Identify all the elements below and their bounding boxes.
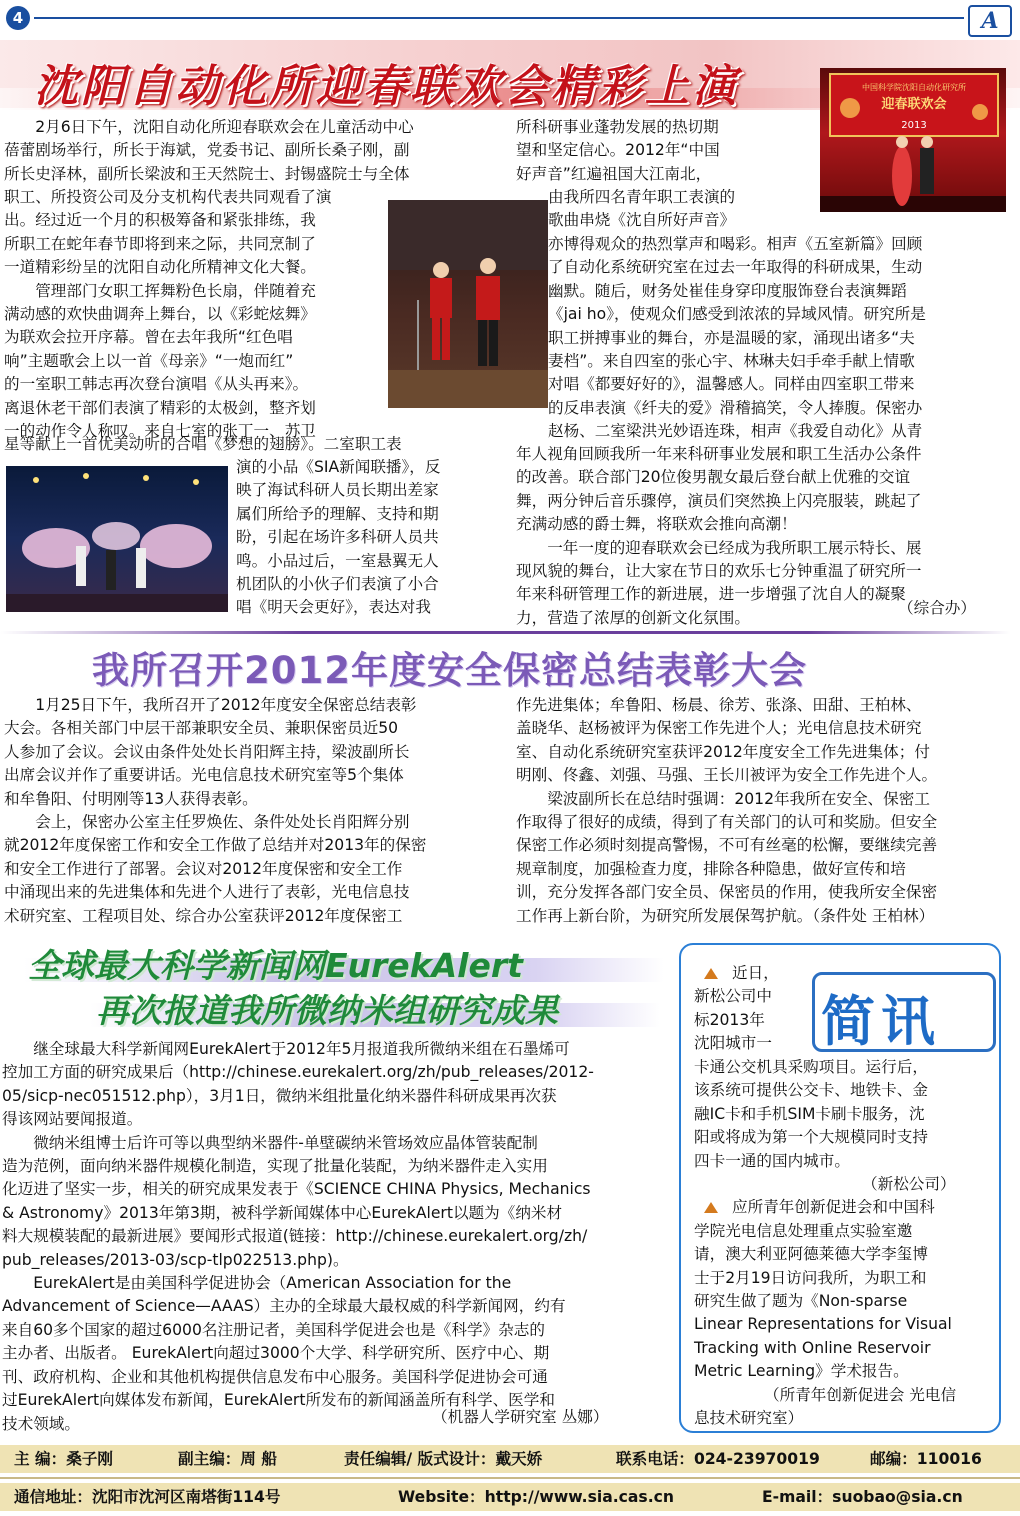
article3-body — [2, 1038, 660, 1436]
paragraph: 一年一度的迎春联欢会已经成为我所职工展示特长、展 — [547, 538, 922, 557]
text-line: 所长史泽林，副所长梁波和王天然院士、封锡盛院士与全体 — [4, 164, 410, 183]
text-line: 造为范例，面向纳米器件规模化制造，实现了批量化装配，为纳米器件走入实用 — [2, 1157, 548, 1176]
text-line: 请，澳大利亚阿德莱德大学李玺博 — [694, 1245, 928, 1264]
text-line: 出。经过近一个月的积极筹备和紧张排练，我 — [4, 211, 316, 230]
text-line: & Astronomy》2013年第3期，被科学新闻媒体中心EurekAlert以题为《纳米材 — [2, 1203, 563, 1222]
text-line: 保密工作必须时刻提高警惕，不可有丝毫的松懈，要继续完善 — [516, 836, 938, 855]
triangle-bullet-icon — [704, 1202, 718, 1213]
article1-col1-wide — [4, 433, 494, 456]
text-line: 沈阳城市一 — [694, 1034, 772, 1053]
footer-editors-bar — [0, 1445, 1020, 1473]
text-line: 现风貌的舞台，让大家在节日的欢乐七分钟重温了研究所一 — [516, 562, 922, 581]
text-line: 主办者、出版者。 EurekAlert向超过3000个大学、科学研究所、医疗中心、期 — [2, 1344, 550, 1363]
article2-col2 — [516, 694, 1004, 928]
stage-photo-hosts — [820, 68, 1006, 212]
text-line: 年来科研管理工作的新进展，进一步增强了沈自人的凝聚 — [516, 585, 906, 604]
text-line: Tracking with Online Reservoir — [694, 1338, 931, 1357]
footer-email-link[interactable]: E-mail：suobao@sia.cn — [762, 1488, 963, 1506]
text-line: 蓓蕾剧场举行，所长于海斌，党委书记、副所长桑子刚，副 — [4, 141, 410, 160]
text-line: 舞，两分钟后音乐骤停，演员们突然换上闪亮服装，跳起了 — [516, 491, 922, 510]
header-rule — [34, 17, 964, 19]
text-line: 新松公司中 — [694, 987, 772, 1006]
text-line: 对唱《都要好好的》，温馨感人。同样由四室职工带来 — [548, 375, 915, 394]
text-line: 训，充分发挥各部门安全员、保密员的作用，使我所安全保密 — [516, 883, 938, 902]
text-line: 所职工在蛇年春节即将到来之际，共同烹制了 — [4, 234, 316, 253]
text-line: 满动感的欢快曲调奔上舞台，以《彩蛇炫舞》 — [4, 305, 316, 324]
text-line: 的改善。联合部门20位俊男靓女最后登台献上优雅的交谊 — [516, 468, 911, 487]
text-line: 料大规模装配的最新进展》要闻形式报道(链接：http://chinese.eurekalert.org/zh/ — [2, 1227, 588, 1246]
text-line: 职工拼搏事业的舞台，亦是温暖的家，涌现出诸多“夫 — [548, 328, 915, 347]
text-line: 和安全工作进行了部署。会议对2012年度保密和安全工作 — [4, 859, 403, 878]
footer-phone: 联系电话：024-23970019 — [616, 1450, 820, 1468]
footer-deputy-editor: 副主编：周 船 — [178, 1450, 277, 1468]
article3-title-line2: 再次报道我所微纳米组研究成果 — [96, 991, 558, 1030]
text-line: 出席会议并作了重要讲话。光电信息技术研究室等5个集体 — [4, 766, 404, 785]
article1-col2-top — [516, 116, 776, 186]
text-line: 作取得了很好的成绩，得到了有关部门的认可和奖励。但安全 — [516, 813, 938, 832]
text-line: 作先进集体；牟鲁阳、杨晨、徐芳、张涤、田甜、王柏林、 — [516, 696, 922, 714]
article1-col2-mid — [548, 233, 1004, 444]
text-line: 来自60多个国家的超过6000名注册记者，美国科学促进会也是《科学》杂志的 — [2, 1320, 545, 1339]
text-line: 工作再上新台阶，为研究所发展保驾护航。（条件处 王柏林） — [516, 906, 935, 925]
stage-year: 2013 — [901, 120, 927, 131]
text-line: 技术领域。 — [2, 1414, 80, 1433]
text-line: 05/sicp-nec051512.php），3月1日，微纳米组批量化纳米器件科研成果再次获 — [2, 1086, 557, 1105]
article3-byline: （机器人学研究室 丛娜） — [432, 1408, 609, 1426]
text-line: 术研究室、工程项目处、综合办公室获评2012年度保密工 — [4, 906, 403, 925]
footer-layout-editor: 责任编辑/ 版式设计：戴天娇 — [344, 1450, 543, 1468]
stage-photo-duet — [388, 200, 548, 408]
news-brief-heading-box — [812, 972, 996, 1052]
text-line: 大会。各相关部门中层干部兼职安全员、兼职保密员近50 — [4, 719, 399, 738]
article1-col1-wrap — [4, 186, 382, 443]
text-line: 该系统可提供公交卡、地铁卡、金 — [694, 1081, 928, 1100]
text-line: Advancement of Science—AAAS）主办的全球最大最权威的科学新闻网，约有 — [2, 1297, 566, 1316]
news-item1-head — [694, 962, 808, 1056]
text-line: 人参加了会议。会议由条件处处长肖阳辉主持，梁波副所长 — [4, 742, 410, 761]
paragraph: 管理部门女职工挥舞粉色长扇，伴随着充 — [35, 281, 316, 300]
paragraph: EurekAlert是由美国科学促进协会（American Association for the — [33, 1274, 512, 1293]
text-line: 研究生做了题为《Non-sparse — [694, 1292, 908, 1311]
text-line: pub_releases/2013-03/scp-tlp022513.php)。 — [2, 1250, 349, 1269]
text-line: 明刚、佟鑫、刘强、马强、王长川被评为安全工作先进个人。 — [516, 766, 938, 785]
text-line: 控加工方面的研究成果后（http://chinese.eurekalert.org/zh/pub_releases/2012- — [2, 1063, 594, 1082]
text-line: 融IC卡和手机SIM卡刷卡服务，沈 — [694, 1104, 925, 1123]
news-brief-heading: 简讯 — [821, 990, 941, 1053]
section-divider — [0, 631, 1010, 634]
text-line: 充满动感的爵士舞，将联欢会推向高潮！ — [516, 515, 797, 534]
text-line: 刊、政府机构、企业和其他机构提供信息发布中心服务。美国科学促进协会可通 — [2, 1367, 548, 1386]
article1-col2-indent — [548, 186, 776, 233]
text-line: 力，营造了浓厚的创新文化氛围。 — [516, 608, 750, 627]
text-line: 盼，引起在场许多科研人员共 — [236, 528, 439, 547]
text-line: 中涌现出来的先进集体和先进个人进行了表彰，光电信息技 — [4, 883, 410, 902]
text-line: 机团队的小伙子们表演了小合 — [236, 575, 439, 594]
text-line: 所科研事业蓬勃发展的热切期 — [516, 118, 719, 136]
text-line: 唱《明天会更好》，表达对我 — [236, 598, 431, 617]
article1-byline: （综合办） — [898, 599, 976, 617]
text-line: 的一室职工韩志再次登台演唱《从头再来》。 — [4, 375, 309, 394]
text-line: 四卡一通的国内城市。 — [694, 1151, 850, 1170]
text-line: 士于2月19日访问我所，为职工和 — [694, 1268, 927, 1287]
text-line: Metric Learning》学术报告。 — [694, 1362, 909, 1381]
text-line: 学院光电信息处理重点实验室邀 — [694, 1221, 913, 1240]
text-line: 的反串表演《纤夫的爱》滑稽搞笑，令人捧腹。保密办 — [548, 398, 923, 417]
text-line: 幽默。随后，财务处崔佳身穿印度服饰登台表演舞蹈 — [548, 281, 907, 300]
paragraph: 微纳米组博士后许可等以典型纳米器件-单壁碳纳米管场效应晶体管装配制 — [33, 1133, 538, 1152]
text-line: 了自动化系统研究室在过去一年取得的科研成果，生动 — [548, 258, 923, 277]
text-line: 过EurekAlert向媒体发布新闻，EurekAlert所发布的新闻涵盖所有科学、医学和 — [2, 1391, 555, 1410]
text-line: 赵杨、二室梁洪光妙语连珠，相声《我爱自动化》从青 — [548, 422, 923, 441]
stage-banner-line1: 中国科学院沈阳自动化研究所 — [862, 83, 966, 92]
text-line: 卡通公交机具采购项目。运行后， — [694, 1058, 928, 1076]
paragraph: 1月25日下午，我所召开了2012年度安全保密总结表彰 — [35, 696, 417, 714]
footer-address: 通信地址：沈阳市沈河区南塔街114号 — [14, 1488, 281, 1506]
text-line: 得该网站要闻报道。 — [2, 1110, 143, 1129]
news-item1-byline: （新松公司） — [862, 1175, 956, 1194]
paragraph: 会上，保密办公室主任罗焕佐、条件处处长肖阳辉分别 — [35, 813, 410, 832]
article2-col1 — [4, 694, 492, 928]
article1-title: 沈阳自动化所迎春联欢会精彩上演 — [34, 61, 739, 112]
text-line: 年人视角回顾我所一年来科研事业发展和职工生活办公条件 — [516, 445, 922, 463]
text-line: Linear Representations for Visual — [694, 1315, 952, 1334]
text-line: 星等献上一首优美动听的合唱《梦想的翅膀》。二室职工表 — [4, 435, 402, 453]
text-line: 室、自动化系统研究室获评2012年度安全工作先进集体；付 — [516, 742, 930, 761]
article1-col1-bottom — [236, 456, 492, 620]
text-line: 就2012年度保密工作和安全工作做了总结并对2013年的保密 — [4, 836, 427, 855]
footer-contact-bar — [0, 1483, 1020, 1511]
text-line: 一的动作令人称叹。来自七室的张丁一、苏卫 — [4, 422, 316, 441]
news-item2-byline: （所青年创新促进会 光电信 — [764, 1385, 957, 1404]
stage-banner-line2: 迎春联欢会 — [881, 97, 947, 112]
text-line: 离退休老干部们表演了精彩的太极剑，整齐划 — [4, 398, 316, 417]
text-line: 标2013年 — [694, 1010, 765, 1029]
text-line: 近日， — [704, 962, 808, 985]
text-line: 鸣。小品过后，一室悬翼无人 — [236, 551, 439, 570]
paragraph: 2月6日下午，沈阳自动化所迎春联欢会在儿童活动中心 — [35, 118, 414, 136]
article1-col1-top — [4, 116, 494, 186]
text-line: 响”主题歌会上以一首《母亲》“一炮而红” — [4, 351, 294, 370]
news-item2-byline: 息技术研究室） — [694, 1409, 804, 1428]
text-line: 演的小品《SIA新闻联播》，反 — [236, 458, 441, 476]
footer-editor: 主 编：桑子刚 — [14, 1450, 113, 1468]
footer-divider — [0, 1477, 1020, 1479]
text-line: 应所青年创新促进会和中国科 — [694, 1196, 986, 1219]
footer-website-link[interactable]: Website：http://www.sia.cas.cn — [398, 1488, 674, 1506]
text-line: 一道精彩纷呈的沈阳自动化所精神文化大餐。 — [4, 258, 316, 277]
text-line: 好声音”红遍祖国大江南北， — [516, 164, 712, 183]
paragraph: 梁波副所长在总结时强调：2012年我所在安全、保密工 — [547, 789, 930, 808]
footer-postcode: 邮编：110016 — [870, 1450, 982, 1468]
text-line: 和牟鲁阳、付明刚等13人获得表彰。 — [4, 789, 258, 808]
text-line: 由我所四名青年职工表演的 — [548, 188, 736, 206]
paragraph: 继全球最大科学新闻网EurekAlert于2012年5月报道我所微纳米组在石墨烯可 — [33, 1040, 570, 1058]
page-number: 4 — [6, 6, 30, 30]
text-line: 《jai ho》，使观众们感受到浓浓的异域风情。研究所是 — [548, 305, 926, 324]
article2-title: 我所召开2012年度安全保密总结表彰大会 — [92, 649, 807, 692]
stage-photo-dancers — [6, 466, 228, 612]
text-line: 属们所给予的理解、支持和期 — [236, 504, 439, 523]
text-line: 望和坚定信心。2012年“中国 — [516, 141, 720, 160]
text-line: 妻档”。来自四室的张心宇、林琳夫妇手牵手献上情歌 — [548, 352, 915, 371]
news-item1-body — [694, 1056, 986, 1431]
article3-title-line1: 全球最大科学新闻网EurekAlert — [28, 946, 523, 985]
text-line: 职工、所投资公司及分支机构代表共同观看了演 — [4, 188, 332, 206]
text-line: 歌曲串烧《沈自所好声音》 — [548, 211, 736, 230]
text-line: 亦博得观众的热烈掌声和喝彩。相声《五室新篇》回顾 — [548, 235, 923, 253]
text-line: 化迈进了坚实一步，相关的研究成果发表于《SCIENCE CHINA Physics, Mechanics — [2, 1180, 591, 1199]
text-line: 阳或将成为第一个大规模同时支持 — [694, 1128, 928, 1147]
text-line: 映了海试科研人员长期出差家 — [236, 481, 439, 500]
triangle-bullet-icon — [704, 968, 718, 979]
text-line: 为联欢会拉开序幕。曾在去年我所“红色唱 — [4, 328, 293, 347]
text-line: 盖晓华、赵杨被评为保密工作先进个人；光电信息技术研究 — [516, 719, 922, 738]
sia-logo-icon: A — [968, 5, 1012, 37]
text-line: 规章制度，加强检查力度，排除各种隐患，做好宣传和培 — [516, 859, 906, 878]
